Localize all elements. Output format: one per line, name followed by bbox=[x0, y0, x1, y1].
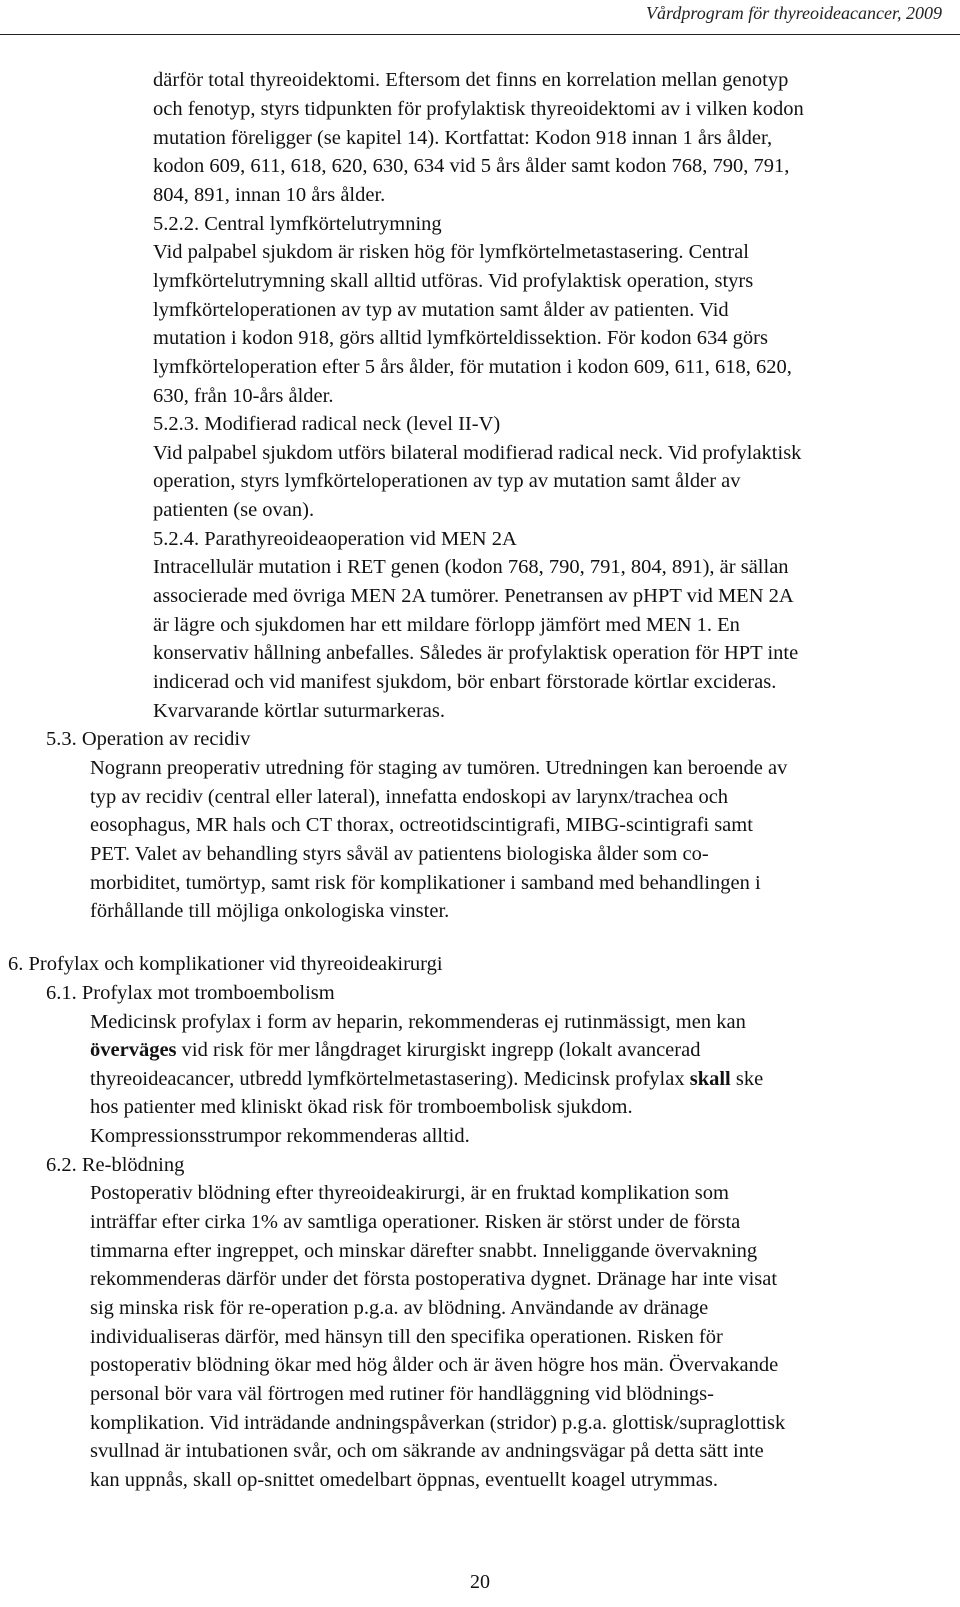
text-line: operation, styrs lymfkörteloperationen av typ av mutation samt ålder av bbox=[153, 470, 741, 492]
text-line: personal bör vara väl förtrogen med rutiner för handläggning vid blödnings- bbox=[90, 1383, 714, 1405]
text-line: 5.2.4. Parathyreoideaoperation vid MEN 2A bbox=[153, 528, 517, 550]
text-line: lymfkörtelutrymning skall alltid utföras. Vid profylaktisk operation, styrs bbox=[153, 270, 754, 292]
text-line: Vid palpabel sjukdom utförs bilateral modifierad radical neck. Vid profylaktisk bbox=[153, 442, 802, 464]
text-line: indicerad och vid manifest sjukdom, bör enbart förstorade körtlar excideras. bbox=[153, 671, 777, 693]
text-line: eosophagus, MR hals och CT thorax, octreotidscintigrafi, MIBG-scintigrafi samt bbox=[90, 814, 753, 836]
text-line: kan uppnås, skall op-snittet omedelbart öppnas, eventuellt koagel utrymmas. bbox=[90, 1469, 718, 1491]
text-line: inträffar efter cirka 1% av samtliga operationer. Risken är störst under de första bbox=[90, 1211, 741, 1233]
text-line: patienten (se ovan). bbox=[153, 499, 315, 521]
text-line: morbiditet, tumörtyp, samt risk för komplikationer i samband med behandlingen i bbox=[90, 872, 761, 894]
text-line: svullnad är intubationen svår, och om säkrande av andningsvägar på detta sätt inte bbox=[90, 1440, 764, 1462]
text-line: Medicinsk profylax i form av heparin, rekommenderas ej rutinmässigt, men kan bbox=[90, 1011, 746, 1033]
text-line: 630, från 10-års ålder. bbox=[153, 385, 334, 407]
text-line: Kompressionsstrumpor rekommenderas alltid. bbox=[90, 1125, 470, 1147]
bold-word: skall bbox=[689, 1068, 731, 1090]
bold-word: överväges bbox=[90, 1039, 177, 1061]
text-line: lymfkörteloperation efter 5 års ålder, för mutation i kodon 609, 611, 618, 620, bbox=[153, 356, 792, 378]
text-line: 804, 891, innan 10 års ålder. bbox=[153, 184, 386, 206]
text-line: typ av recidiv (central eller lateral), innefatta endoskopi av larynx/trachea och bbox=[90, 786, 729, 808]
text-line: kodon 609, 611, 618, 620, 630, 634 vid 5 års ålder samt kodon 768, 790, 791, bbox=[153, 155, 790, 177]
text-line: 6.1. Profylax mot tromboembolism bbox=[46, 982, 335, 1004]
line-rest: vid risk för mer långdraget kirurgiskt ingrepp (lokalt avancerad bbox=[176, 1039, 701, 1061]
text-line: PET. Valet av behandling styrs såväl av patientens biologiska ålder som co- bbox=[90, 843, 709, 865]
text-line: 6.2. Re-blödning bbox=[46, 1154, 185, 1176]
text-line: associerade med övriga MEN 2A tumörer. Penetransen av pHPT vid MEN 2A bbox=[153, 585, 794, 607]
page-number: 20 bbox=[470, 1571, 490, 1593]
text-line: och fenotyp, styrs tidpunkten för profylaktisk thyreoidektomi av i vilken kodon bbox=[153, 98, 804, 120]
text-line: individualiseras därför, med hänsyn till den specifika operationen. Risken för bbox=[90, 1326, 723, 1348]
text-line: Postoperativ blödning efter thyreoideakirurgi, är en fruktad komplikation som bbox=[90, 1182, 729, 1204]
header-title: Vårdprogram för thyreoideacancer, 2009 bbox=[646, 3, 942, 23]
text-line: 5.2.2. Central lymfkörtelutrymning bbox=[153, 213, 442, 235]
text-line: Intracellulär mutation i RET genen (kodon 768, 790, 791, 804, 891), är sällan bbox=[153, 556, 789, 578]
text-line: hos patienter med kliniskt ökad risk för tromboembolisk sjukdom. bbox=[90, 1096, 633, 1118]
text-line: Vid palpabel sjukdom är risken hög för lymfkörtelmetastasering. Central bbox=[153, 241, 749, 263]
text-line bbox=[90, 1036, 700, 1065]
text-line: förhållande till möjliga onkologiska vinster. bbox=[90, 900, 450, 922]
text-line: 5.2.3. Modifierad radical neck (level II-V) bbox=[153, 413, 501, 435]
text-line: timmarna efter ingreppet, och minskar därefter snabbt. Inneliggande övervakning bbox=[90, 1240, 758, 1262]
text-line: mutation föreligger (se kapitel 14). Kortfattat: Kodon 918 innan 1 års ålder, bbox=[153, 127, 773, 149]
text-line: lymfkörteloperationen av typ av mutation samt ålder av patienten. Vid bbox=[153, 299, 729, 321]
text-line: mutation i kodon 918, görs alltid lymfkörteldissektion. För kodon 634 görs bbox=[153, 327, 768, 349]
text-line: konservativ hållning anbefalles. Således är profylaktisk operation för HPT inte bbox=[153, 642, 799, 664]
text-line: är lägre och sjukdomen har ett mildare förlopp jämfört med MEN 1. En bbox=[153, 614, 740, 636]
line-rest: ske bbox=[730, 1068, 764, 1090]
text-line: 5.3. Operation av recidiv bbox=[46, 728, 251, 750]
line-text: thyreoideacancer, utbredd lymfkörtelmetastasering). Medicinsk profylax bbox=[90, 1068, 685, 1090]
text-line: 6. Profylax och komplikationer vid thyreoideakirurgi bbox=[8, 953, 443, 975]
page-header bbox=[0, 0, 960, 35]
text-line: komplikation. Vid inträdande andningspåverkan (stridor) p.g.a. glottisk/supraglottisk bbox=[90, 1412, 786, 1434]
text-line: postoperativ blödning ökar med hög ålder och är även högre hos män. Övervakande bbox=[90, 1354, 779, 1376]
text-line: rekommenderas därför under det första postoperativa dygnet. Dränage har inte visat bbox=[90, 1268, 778, 1290]
text-line: Nogrann preoperativ utredning för staging av tumören. Utredningen kan beroende av bbox=[90, 757, 788, 779]
text-line bbox=[90, 1065, 763, 1094]
text-line: Kvarvarande körtlar suturmarkeras. bbox=[153, 700, 445, 722]
text-line: därför total thyreoidektomi. Eftersom det finns en korrelation mellan genotyp bbox=[153, 69, 789, 91]
text-line: sig minska risk för re-operation p.g.a. av blödning. Användande av dränage bbox=[90, 1297, 709, 1319]
